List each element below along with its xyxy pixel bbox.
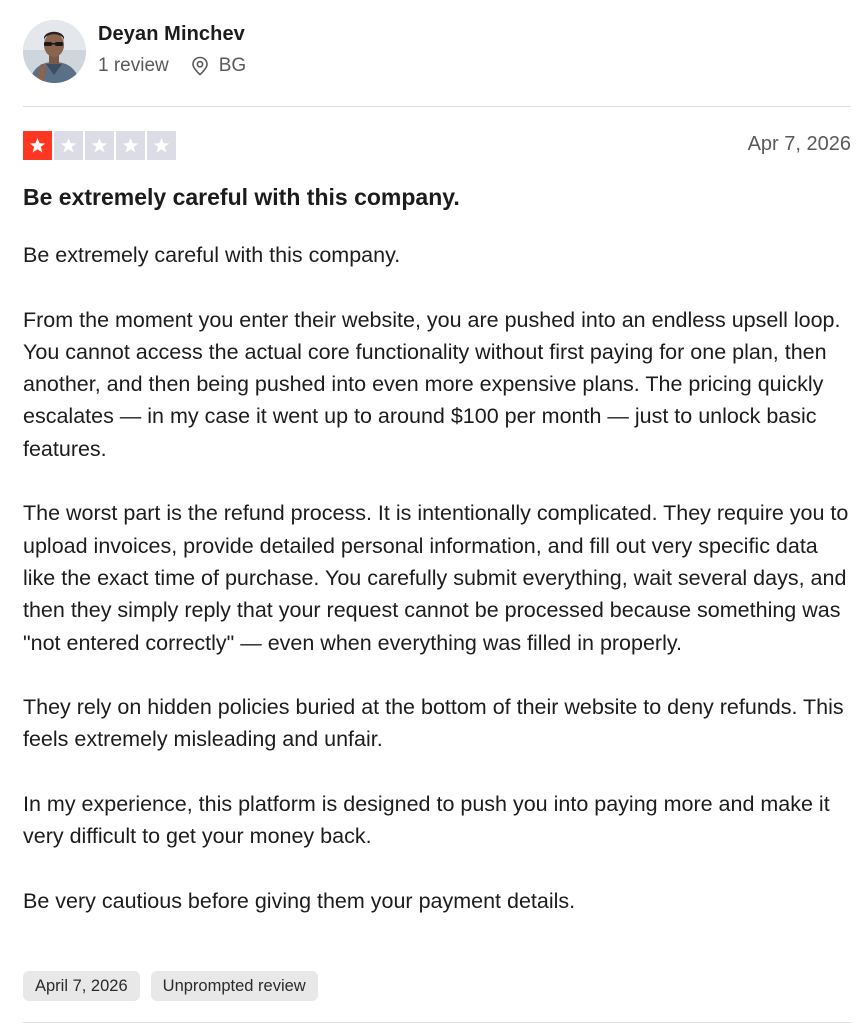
star-empty-icon bbox=[147, 131, 176, 160]
review-paragraph: They rely on hidden policies buried at the bottom of their website to deny refunds. This feels extremely misleading and unfair. bbox=[23, 695, 844, 752]
review-paragraph: Be very cautious before giving them your payment details. bbox=[23, 888, 576, 913]
map-pin-icon bbox=[191, 56, 209, 76]
review-paragraph: In my experience, this platform is designed to push you into paying more and make it very difficult to get your money back. bbox=[23, 792, 830, 849]
divider bbox=[23, 1022, 851, 1023]
reviewer-header bbox=[23, 20, 851, 86]
review-type-tag[interactable]: Unprompted review bbox=[151, 971, 318, 1001]
star-empty-icon bbox=[85, 131, 114, 160]
divider bbox=[23, 106, 851, 107]
experience-date-tag: April 7, 2026 bbox=[23, 971, 140, 1001]
review-body bbox=[23, 239, 853, 950]
review-paragraph: From the moment you enter their website, you are pushed into an endless upsell loop. You cannot access the actual core functionality without first paying for one plan, then another, and then being pushed into even more expensive plans. The pricing quickly escalates — in my case it went up to around $100 per month — just to unlock basic features. bbox=[23, 307, 841, 461]
user-photo-icon bbox=[23, 20, 86, 83]
review-count: 1 review bbox=[98, 55, 169, 76]
review-paragraph: The worst part is the refund process. It is intentionally complicated. They require you to upload invoices, provide detailed personal information, and fill out very specific data like the exact time of purchase. You carefully submit everything, wait several days, and then they simply reply that your request cannot be processed because something was "not entered correctly" — even when everything was filled in properly. bbox=[23, 501, 849, 655]
reviewer-name[interactable]: Deyan Minchev bbox=[98, 23, 245, 45]
review-tags bbox=[23, 971, 318, 1001]
review-title[interactable]: Be extremely careful with this company. bbox=[23, 184, 460, 210]
star-empty-icon bbox=[116, 131, 145, 160]
review-paragraph: Be extremely careful with this company. bbox=[23, 243, 401, 267]
star-filled-icon bbox=[23, 131, 52, 160]
avatar[interactable] bbox=[23, 20, 86, 83]
review-date: Apr 7, 2026 bbox=[747, 133, 851, 155]
reviewer-country: BG bbox=[218, 55, 247, 76]
star-empty-icon bbox=[54, 131, 83, 160]
star-rating bbox=[23, 131, 176, 160]
reviewer-meta bbox=[98, 55, 246, 77]
